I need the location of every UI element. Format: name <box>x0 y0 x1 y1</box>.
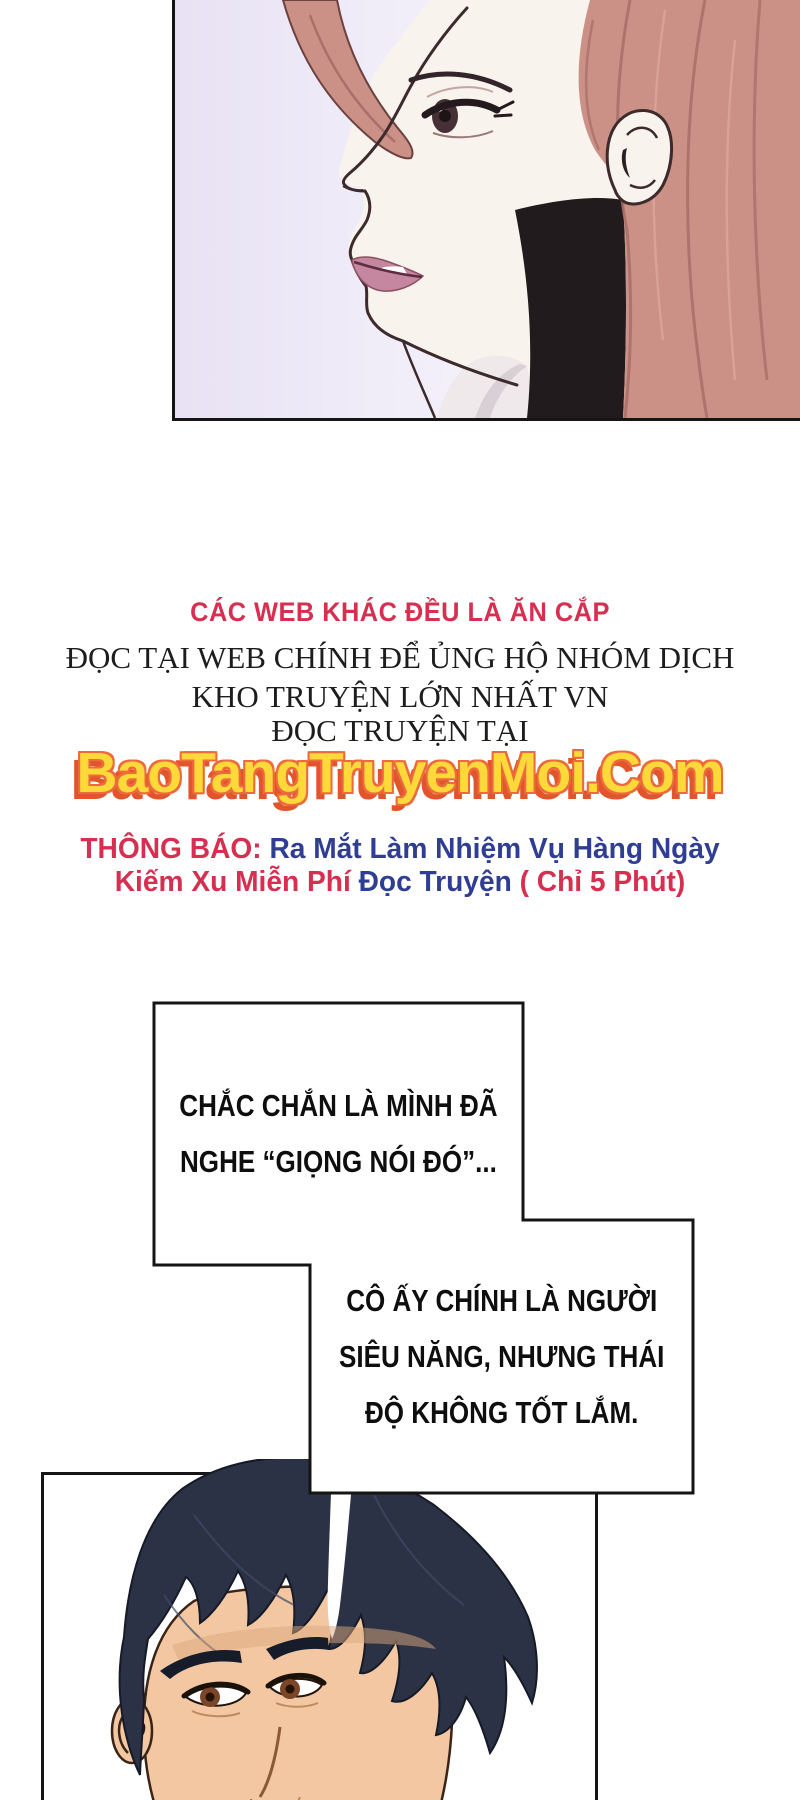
man-face-art <box>44 1459 595 1800</box>
notice2-part3: ( Chỉ 5 Phút) <box>519 866 686 898</box>
ad-notice-line-2 <box>12 866 788 899</box>
bottom-panel <box>41 1472 598 1800</box>
ad-warning-line: CÁC WEB KHÁC ĐỀU LÀ ĂN CẮP <box>190 597 610 627</box>
notice-text: Ra Mắt Làm Nhiệm Vụ Hàng Ngày <box>261 833 720 865</box>
site-logo-text: BaoTangTruyenMoi.Com <box>76 741 724 805</box>
ad-claim-line: KHO TRUYỆN LỚN NHẤT VN <box>191 679 609 714</box>
ad-support-line: ĐỌC TẠI WEB CHÍNH ĐỂ ỦNG HỘ NHÓM DỊCH <box>65 640 735 675</box>
ad-read-at-line: ĐỌC TRUYỆN TẠI <box>271 713 529 748</box>
notice-label: THÔNG BÁO: <box>80 833 262 865</box>
notice2-part2: Đọc Truyện <box>358 866 520 898</box>
bubble1-line1: CHẮC CHẮN LÀ MÌNH ĐÃ <box>179 1088 498 1123</box>
bubble2-line2: SIÊU NĂNG, NHƯNG THÁI <box>338 1338 665 1374</box>
bubble2-line3: ĐỘ KHÔNG TỐT LẮM. <box>364 1394 639 1430</box>
speech-bubble-2 <box>310 1220 693 1493</box>
bubble1-line2: NGHE “GIỌNG NÓI ĐÓ”... <box>180 1144 497 1179</box>
top-panel <box>172 0 800 421</box>
notice2-part1: Kiếm Xu Miễn Phí <box>114 866 359 898</box>
bubble2-line1: CÔ ẤY CHÍNH LÀ NGƯỜI <box>346 1282 657 1318</box>
ad-notice-line-1 <box>12 833 788 866</box>
woman-profile-art <box>175 0 800 418</box>
